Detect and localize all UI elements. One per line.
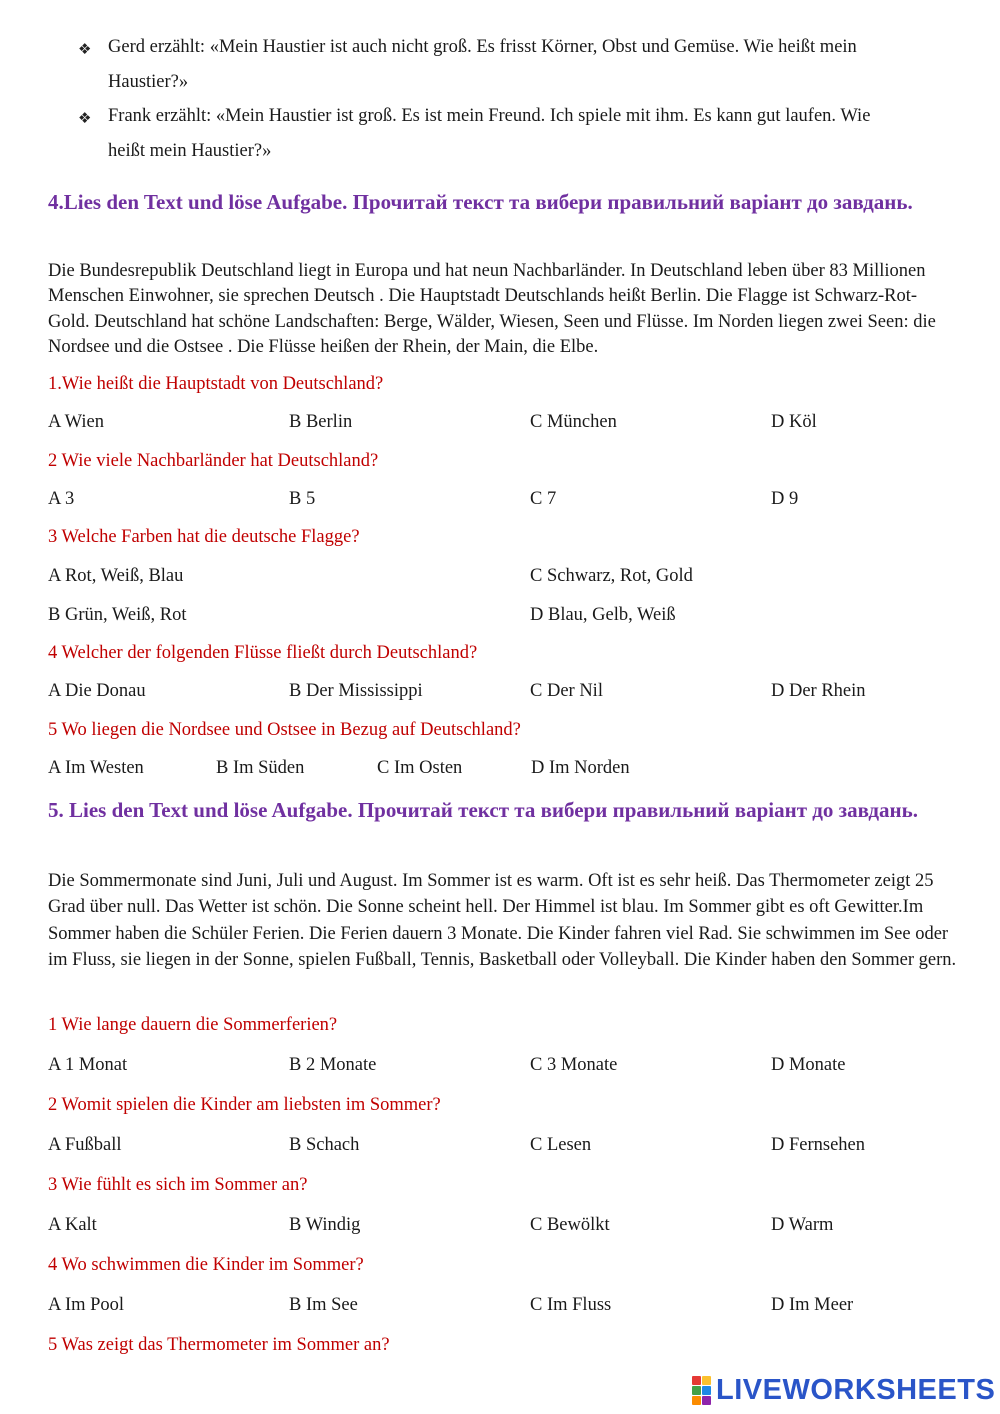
liveworksheets-logo xyxy=(692,1375,995,1405)
answer-option[interactable]: A Rot, Weiß, Blau xyxy=(48,566,184,586)
answer-option[interactable]: D Monate xyxy=(771,1055,846,1075)
answer-option[interactable]: C 3 Monate xyxy=(530,1055,618,1075)
section4-question: 2 Wie viele Nachbarländer hat Deutschland? xyxy=(48,451,379,471)
answer-option[interactable]: B 2 Monate xyxy=(289,1055,377,1075)
section5-text: Die Sommermonate sind Juni, Juli und August. Im Sommer ist es warm. Oft ist es sehr heiß. Das Thermometer zeigt 25 Grad über null. Das Wetter ist schön. Die Sonne scheint hell. Der Himmel ist blau. Im Sommer gibt es oft Gewitter.Im Sommer haben die Schüler Ferien. Die Ferien dauern 3 Monate. Die Kinder fahren viel Rad. Sie schwimmen im See oder im Fluss, sie liegen in der Sonne, spielen Fußball, Tennis, Basketball oder Volleyball. Die Kinder haben den Sommer gern. xyxy=(48,871,957,970)
section5-heading: 5. Lies den Text und löse Aufgabe. Прочитай текст та вибери правильний варіант до завдань. xyxy=(48,798,918,822)
answer-option[interactable]: A 3 xyxy=(48,489,75,509)
section5-question: 2 Womit spielen die Kinder am liebsten im Sommer? xyxy=(48,1095,441,1115)
answer-option[interactable]: B Berlin xyxy=(289,412,353,432)
answer-option[interactable]: C Im Osten xyxy=(377,758,463,778)
answer-option[interactable]: D Fernsehen xyxy=(771,1135,866,1155)
answer-option[interactable]: D Der Rhein xyxy=(771,681,866,701)
answer-option[interactable]: B Im See xyxy=(289,1295,358,1315)
answer-option[interactable]: C Lesen xyxy=(530,1135,592,1155)
answer-option[interactable]: C Schwarz, Rot, Gold xyxy=(530,566,693,586)
section5-question: 5 Was zeigt das Thermometer im Sommer an? xyxy=(48,1335,390,1355)
section4-question: 5 Wo liegen die Nordsee und Ostsee in Bezug auf Deutschland? xyxy=(48,720,521,740)
bullet-icon: ❖ xyxy=(78,40,92,58)
answer-option[interactable]: A Wien xyxy=(48,412,104,432)
answer-option[interactable]: D Im Norden xyxy=(531,758,630,778)
answer-option[interactable]: B 5 xyxy=(289,489,316,509)
answer-option[interactable]: C 7 xyxy=(530,489,557,509)
bullet-text: Gerd erzählt: «Mein Haustier ist auch nicht groß. Es frisst Körner, Obst und Gemüse. Wie heißt mein Haustier?» xyxy=(108,37,857,92)
section5-question: 3 Wie fühlt es sich im Sommer an? xyxy=(48,1175,308,1195)
answer-option[interactable]: D Blau, Gelb, Weiß xyxy=(530,605,676,625)
answer-option[interactable]: D 9 xyxy=(771,489,799,509)
answer-option[interactable]: D Köl xyxy=(771,412,817,432)
section4-question: 3 Welche Farben hat die deutsche Flagge? xyxy=(48,527,360,547)
answer-option[interactable]: C München xyxy=(530,412,617,432)
answer-option[interactable]: A Im Westen xyxy=(48,758,144,778)
answer-option[interactable]: C Der Nil xyxy=(530,681,603,701)
answer-option[interactable]: A 1 Monat xyxy=(48,1055,128,1075)
answer-option[interactable]: B Grün, Weiß, Rot xyxy=(48,605,187,625)
logo-text: LIVEWORKSHEETS xyxy=(716,1373,996,1406)
section4-heading: 4.Lies den Text und löse Aufgabe. Прочитай текст та вибери правильний варіант до завдань. xyxy=(48,190,913,214)
section4-question: 1.Wie heißt die Hauptstadt von Deutschland? xyxy=(48,374,384,394)
answer-option[interactable]: C Bewölkt xyxy=(530,1215,610,1235)
answer-option[interactable]: A Die Donau xyxy=(48,681,146,701)
answer-option[interactable]: A Im Pool xyxy=(48,1295,125,1315)
section4-question: 4 Welcher der folgenden Flüsse fließt durch Deutschland? xyxy=(48,643,478,663)
section5-question: 1 Wie lange dauern die Sommerferien? xyxy=(48,1015,338,1035)
answer-option[interactable]: C Im Fluss xyxy=(530,1295,612,1315)
answer-option[interactable]: D Im Meer xyxy=(771,1295,854,1315)
bullet-icon: ❖ xyxy=(78,109,92,127)
logo-blocks-icon xyxy=(692,1376,711,1405)
section5-question: 4 Wo schwimmen die Kinder im Sommer? xyxy=(48,1255,364,1275)
answer-option[interactable]: D Warm xyxy=(771,1215,834,1235)
answer-option[interactable]: B Windig xyxy=(289,1215,361,1235)
section4-text: Die Bundesrepublik Deutschland liegt in Europa und hat neun Nachbarländer. In Deutschland leben über 83 Millionen Menschen Einwohner, sie sprechen Deutsch . Die Hauptstadt Deutschlands heißt Berlin. Die Flagge ist Schwarz-Rot-Gold. Deutschland hat schöne Landschaften: Berge, Wälder, Wiesen, Seen und Flüsse. Im Norden liegen zwei Seen: die Nordsee und die Ostsee . Die Flüsse heißen der Rhein, der Main, die Elbe. xyxy=(48,261,936,357)
answer-option[interactable]: B Schach xyxy=(289,1135,360,1155)
answer-option[interactable]: A Fußball xyxy=(48,1135,122,1155)
answer-option[interactable]: A Kalt xyxy=(48,1215,97,1235)
answer-option[interactable]: B Im Süden xyxy=(216,758,305,778)
bullet-text: Frank erzählt: «Mein Haustier ist groß. Es ist mein Freund. Ich spiele mit ihm. Es kann gut laufen. Wie heißt mein Haustier?» xyxy=(108,106,871,161)
answer-option[interactable]: B Der Mississippi xyxy=(289,681,423,701)
